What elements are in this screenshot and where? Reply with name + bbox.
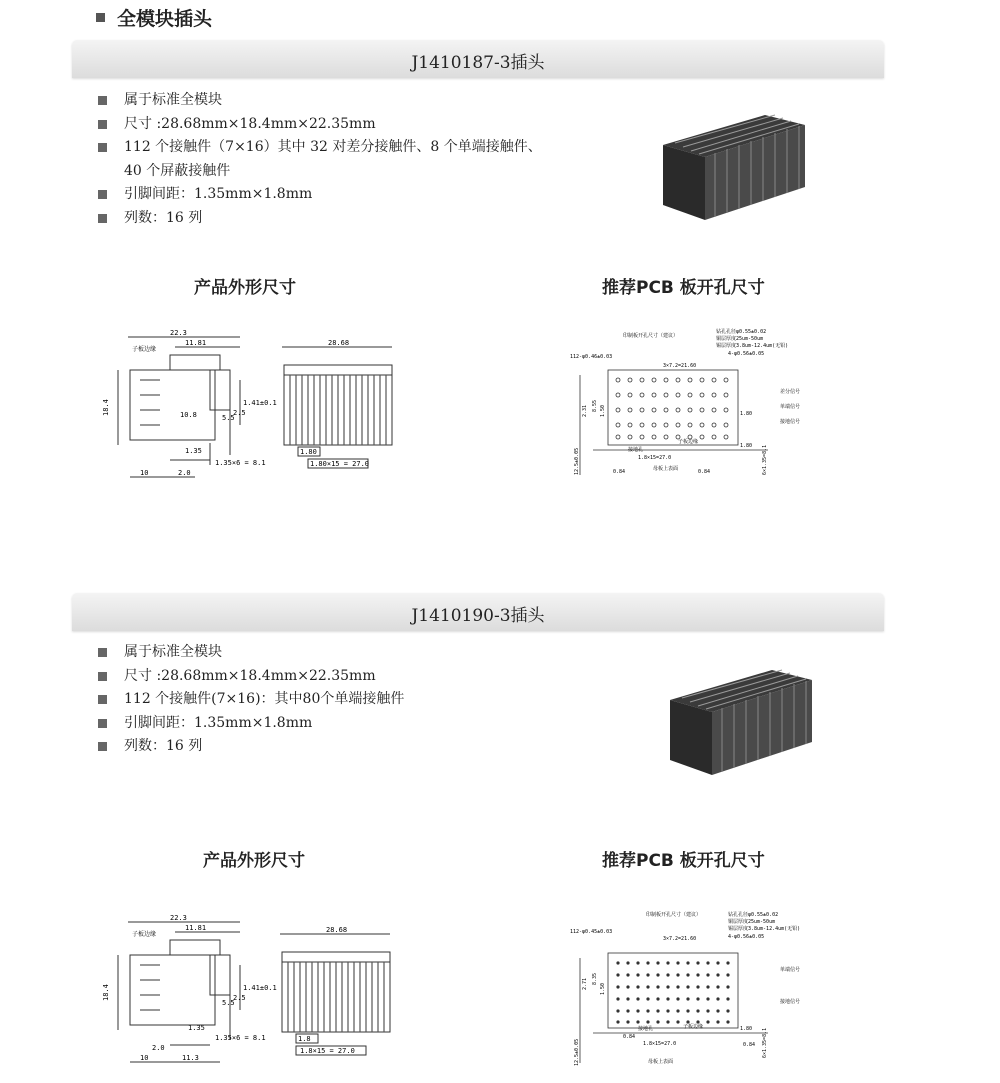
feature-item: 尺寸 :28.68mm×18.4mm×22.35mm: [98, 665, 404, 689]
feature-item: 列数：16 列: [98, 735, 404, 759]
outline-heading: 产品外形尺寸: [203, 851, 305, 871]
pcb-label: 3×7.2=21.60: [663, 363, 697, 369]
connector-3d-image: [655, 95, 815, 225]
feature-list: [98, 641, 404, 759]
pcb-label: 差分信号: [780, 389, 801, 395]
pcb-label: 印制板开孔尺寸（建议）: [646, 912, 702, 918]
feature-item: 属于标准全模块: [98, 641, 404, 665]
connector-3d-image: [662, 650, 822, 780]
pcb-label: 112-φ0.46±0.03: [570, 354, 613, 360]
dim-label: 1.80: [300, 448, 317, 456]
pcb-heading: 推荐PCB 板开孔尺寸: [602, 278, 765, 298]
dim-label: 11.81: [185, 339, 207, 347]
pcb-heading: 推荐PCB 板开孔尺寸: [602, 851, 765, 871]
pcb-label: 接地孔: [638, 1026, 654, 1032]
pcb-label: 8.35: [592, 972, 598, 985]
dim-label: 子板边缘: [132, 346, 157, 353]
pcb-label: 单端信号: [780, 967, 801, 973]
pcb-label: 2.31: [582, 404, 588, 417]
product-title: J1410190-3插头: [411, 606, 545, 626]
feature-item: 属于标准全模块: [98, 89, 542, 113]
pcb-label: 1.50: [600, 982, 606, 995]
pcb-label: 铜层厚度25um-50um: [728, 919, 776, 925]
pcb-label: 母板上表面: [648, 1059, 674, 1065]
pcb-label: 1.80: [740, 443, 753, 449]
dim-label: 1.41±0.1: [243, 399, 277, 407]
section-title: 全模块插头: [96, 4, 212, 31]
dim-label: 2.0: [178, 469, 191, 477]
pcb-label: 4-φ0.56±0.05: [728, 934, 765, 940]
pcb-label: 锡层厚度3.8um-12.4um(无铅): [728, 926, 801, 932]
pcb-label: 钻孔孔径φ0.55±0.02: [716, 329, 767, 335]
pcb-label: 母板上表面: [653, 466, 679, 472]
dim-label: 1.35: [188, 1024, 205, 1032]
pcb-layout-drawing: [568, 908, 833, 1073]
dim-label: 2.5: [233, 994, 246, 1002]
pcb-label: 112-φ0.45±0.03: [570, 929, 613, 935]
pcb-label: 铜层厚度25um-50um: [716, 336, 764, 342]
pcb-label: 1.50: [600, 404, 606, 417]
pcb-label: 0.84: [623, 1034, 636, 1040]
pcb-label: 1.8×15=27.0: [643, 1041, 677, 1047]
dim-label: 1.35: [185, 447, 202, 455]
pcb-label: 3×7.2=21.60: [663, 936, 697, 942]
pcb-label: 1.8×15=27.0: [638, 455, 672, 461]
product-title-bar: [72, 40, 884, 78]
pcb-label: 8.55: [592, 399, 598, 412]
pcb-label: 0.84: [743, 1042, 756, 1048]
pcb-label: 锡层厚度3.8um-12.4um(无铅): [716, 343, 789, 349]
front-view-drawing: [278, 335, 398, 480]
dim-label: 28.68: [326, 926, 348, 934]
feature-item: 列数：16 列: [98, 207, 542, 231]
feature-item: 尺寸 :28.68mm×18.4mm×22.35mm: [98, 113, 542, 137]
feature-item: 112 个接触件（7×16）其中 32 对差分接触件、8 个单端接触件、 40 个屏蔽接触件: [98, 136, 542, 183]
outline-heading: 产品外形尺寸: [194, 278, 296, 298]
pcb-label: 12.5±0.05: [574, 1038, 580, 1066]
pcb-label: 0.84: [613, 469, 626, 475]
pcb-label: 钻孔孔径φ0.55±0.02: [728, 912, 779, 918]
dim-label: 11.3: [182, 1054, 199, 1062]
dim-label: 28.68: [328, 339, 350, 347]
dim-label: 18.4: [102, 984, 110, 1001]
dim-label: 1.8×15 = 27.0: [300, 1047, 355, 1055]
pcb-label: 子板边缘: [683, 1024, 704, 1030]
dim-label: 10: [140, 469, 149, 477]
pcb-label: 接地孔: [628, 447, 644, 453]
dim-label: 2.5: [233, 409, 246, 417]
dim-label: 11.81: [185, 924, 207, 932]
pcb-label: 12.5±0.05: [574, 447, 580, 475]
pcb-label: 6×1.35=8.1: [762, 1027, 768, 1058]
dim-label: 1.8: [298, 1035, 311, 1043]
dim-label: 22.3: [170, 329, 187, 337]
dim-label: 1.41±0.1: [243, 984, 277, 992]
dim-label: 1.35×6 = 8.1: [215, 459, 266, 467]
pcb-label: 1.80: [740, 1026, 753, 1032]
pcb-label: 印制板开孔尺寸（建议）: [623, 333, 679, 339]
pcb-layout-drawing: [568, 325, 833, 485]
feature-item: 引脚间距：1.35mm×1.8mm: [98, 183, 542, 207]
feature-item: 引脚间距：1.35mm×1.8mm: [98, 712, 404, 736]
pcb-label: 2.71: [582, 977, 588, 990]
feature-item: 112 个接触件(7×16)：其中80个单端接触件: [98, 688, 404, 712]
pcb-label: 单端信号: [780, 404, 801, 410]
dim-label: 18.4: [102, 399, 110, 416]
dim-label: 2.0: [152, 1044, 165, 1052]
dim-label: 1.80×15 = 27.0: [310, 460, 370, 468]
pcb-label: 1.80: [740, 411, 753, 417]
pcb-label: 子板边缘: [678, 439, 699, 445]
feature-list: [98, 89, 542, 230]
dim-label: 10.8: [180, 411, 197, 419]
side-view-drawing: [100, 910, 277, 1070]
front-view-drawing: [276, 922, 396, 1067]
pcb-label: 6×1.35=8.1: [762, 444, 768, 475]
dim-label: 10: [140, 1054, 149, 1062]
pcb-label: 4-φ0.56±0.05: [728, 351, 765, 357]
dim-label: 子板边缘: [132, 931, 157, 938]
pcb-label: 0.84: [698, 469, 711, 475]
pcb-label: 接地信号: [780, 419, 801, 425]
product-title-bar: [72, 593, 884, 631]
pcb-label: 接地信号: [780, 999, 801, 1005]
product-title: J1410187-3插头: [411, 53, 545, 73]
dim-label: 5.5: [222, 414, 235, 422]
dim-label: 1.35×6 = 8.1: [215, 1034, 266, 1042]
dim-label: 5.5: [222, 999, 235, 1007]
dim-label: 22.3: [170, 914, 187, 922]
side-view-drawing: [100, 325, 277, 485]
